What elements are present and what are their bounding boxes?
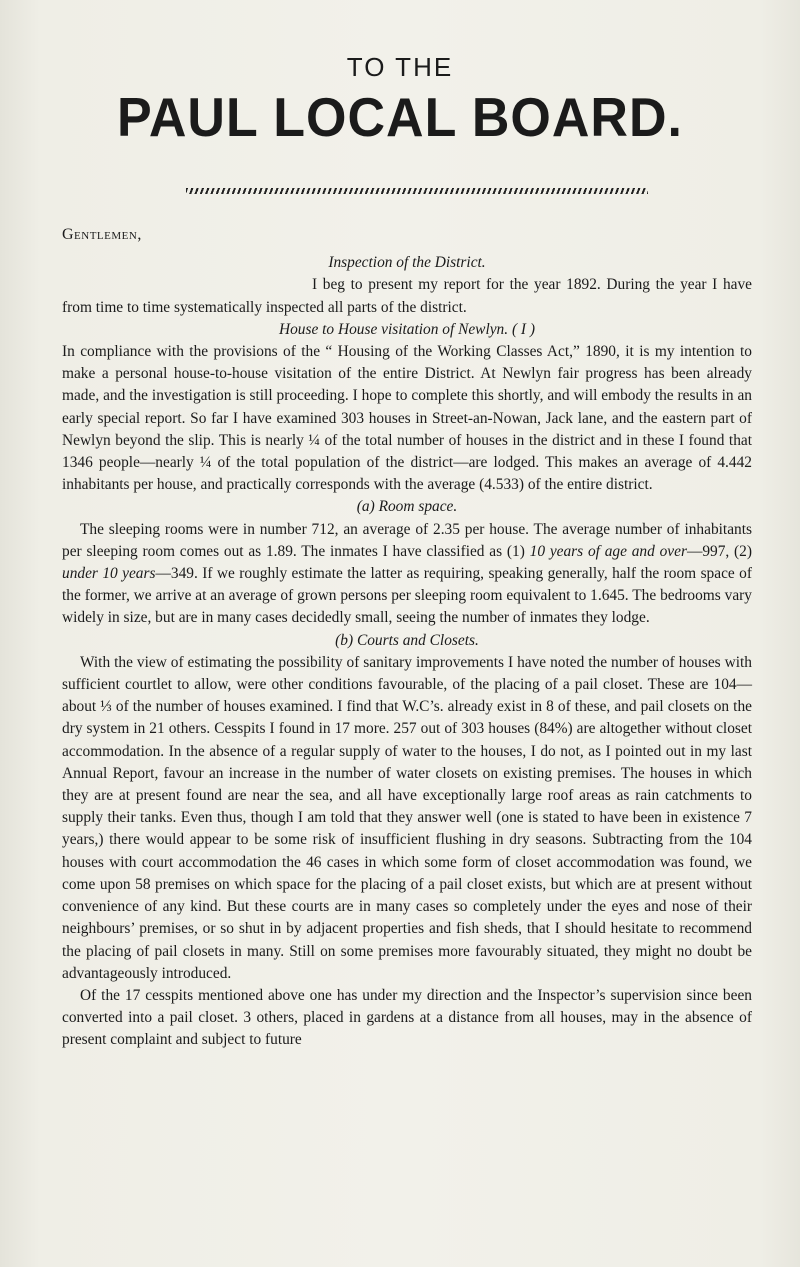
room-space-text-b: —997, (2) [686, 542, 752, 560]
paragraph-cesspits: Of the 17 cesspits mentioned above one has under my direction and the Inspector’s supervision since been converted into a pail closet. 3 others, placed in gardens at a distance from all houses, may in the absence of present complaint and subject to future [62, 986, 752, 1049]
ornamental-rule [186, 188, 648, 194]
paragraph-courts-closets: With the view of estimating the possibility of sanitary improvements I have noted the number of houses with sufficient courtlet to allow, were other conditions favourable, of the placing of a pail closet. These are 104—about ⅓ of the number of houses examined. I find that W.C’s. already exist in 8 of these, and pail closets on the dry system in 21 others. Cesspits I found in 17 more. 257 out of 303 houses (84%) are altogether without closet accommodation. In the absence of a regular supply of water to the houses, I do not, as I pointed out in my last Annual Report, favour an increase in the number of water closets on existing premises. The houses in which they are at present found are near the sea, and all have exceptionally large roof areas as rain catchments to supply their tanks. Even thus, though I am told that they answer well (one is stated to have been in existence 7 years,) there would appear to be some risk of insufficient flushing in dry seasons. Subtracting from the 104 houses with court accommodation the 46 cases in which some form of closet accommodation was found, we come upon 58 premises on which space for the placing of a pail closet exists, but which are at present without convenience of any kind. But these courts are in many cases so completely under the eyes and nose of their neighbours’ premises, or so shut in by adjacent properties and fish sheds, that I should hesitate to recommend the placing of pail closets in many. Still on some premises more favourably situated, they might no doubt be advantageously introduced. [62, 653, 752, 982]
room-space-category-2: under 10 years [62, 565, 156, 583]
section-heading-inspection: Inspection of the District. [328, 254, 486, 272]
heading-paul-local-board: PAUL LOCAL BOARD. [117, 87, 683, 149]
paragraph-room-space [62, 519, 752, 630]
paragraph-house-visitation: In compliance with the provisions of the “ Housing of the Working Classes Act,” 1890, it is my intention to make a personal house-to-house visitation of the entire District. At Newlyn fair progress has been already made, and the investigation is still proceeding. I hope to complete this shortly, and will embody the results in an early special report. So far I have examined 303 houses in Street-an-Nowan, Jack lane, and the eastern part of Newlyn beyond the slip. This is nearly ¼ of the total number of houses in the district and in these I found that 1346 people—nearly ¼ of the total population of the district—are lodged. This makes an average of 4.442 inhabitants per house, and practically corresponds with the average (4.533) of the entire district. [62, 343, 752, 494]
section-heading-courts-closets: (b) Courts and Closets. [335, 631, 479, 649]
room-space-category-1: 10 years of age and over [529, 542, 687, 560]
paragraph-intro: I beg to present my report for the year 1892. During the year I have from time to time systematically inspected all parts of the district. [62, 276, 752, 316]
room-space-text-c: —349. If we roughly estimate the latter as requiring, speaking generally, half the room space of the former, we arrive at an average of grown persons per sleeping room equivalent to 1.645. The bedrooms vary widely in size, but are in many cases decidedly small, seeing the number of inmates they lodge. [62, 565, 752, 627]
section-heading-house-visitation: House to House visitation of Newlyn. ( I ) [278, 320, 536, 338]
salutation: Gentlemen, [62, 226, 142, 243]
section-heading-room-space: (a) Room space. [356, 498, 458, 516]
heading-to-the: TO THE [346, 52, 454, 82]
room-space-text-a: The sleeping rooms were in number 712, an average of 2.35 per house. The average number of inhabitants per sleeping room comes out as 1.89. The inmates I have classified as (1) [62, 520, 752, 560]
report-body [62, 224, 752, 1052]
